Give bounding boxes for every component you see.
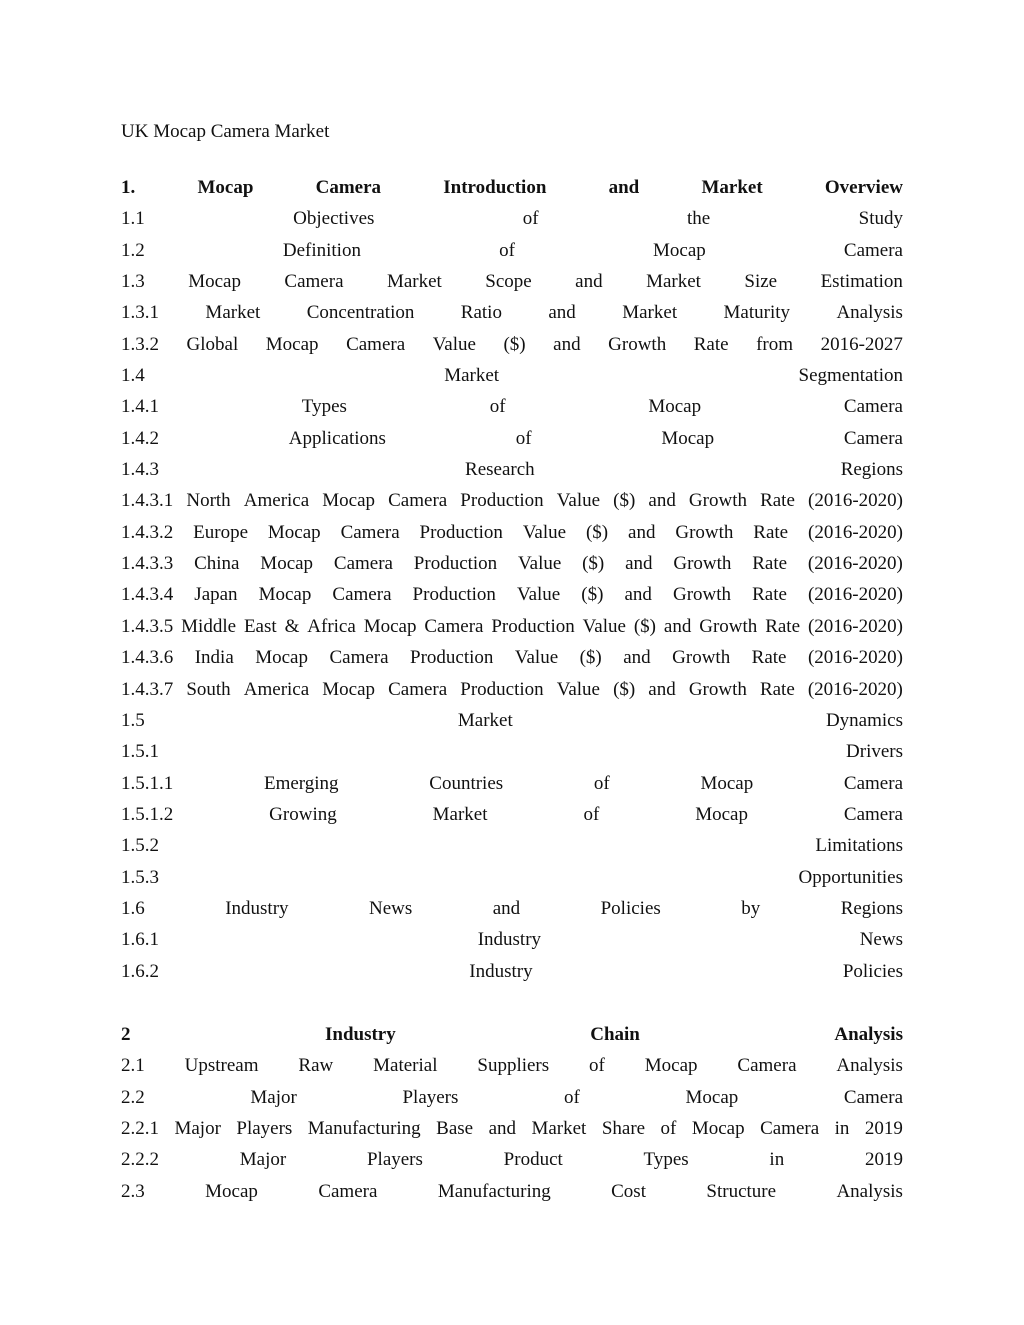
toc-word: and bbox=[488, 1117, 516, 1139]
toc-word: Camera bbox=[388, 490, 448, 512]
toc-word: Maturity bbox=[723, 302, 791, 324]
toc-word: Regions bbox=[840, 459, 903, 481]
toc-word: Mocap bbox=[205, 1180, 258, 1202]
toc-word: Objectives bbox=[293, 208, 375, 230]
toc-word: Suppliers bbox=[477, 1055, 550, 1077]
toc-word: East bbox=[243, 615, 277, 637]
toc-word: Policies bbox=[842, 960, 903, 982]
toc-number: 1.4.1 bbox=[121, 396, 159, 418]
toc-word: Upstream bbox=[184, 1055, 259, 1077]
toc-entry bbox=[121, 924, 903, 955]
toc-word: Estimation bbox=[820, 271, 903, 293]
toc-word: Camera bbox=[843, 772, 903, 794]
toc-heading bbox=[121, 172, 903, 203]
toc-word: Product bbox=[503, 1149, 563, 1171]
toc-word: Industry bbox=[324, 1023, 396, 1045]
toc-entry bbox=[121, 423, 903, 454]
toc-word: Material bbox=[373, 1055, 438, 1077]
toc-word: China bbox=[194, 553, 240, 575]
toc-word: and bbox=[608, 177, 640, 198]
toc-word: and bbox=[553, 333, 581, 355]
toc-word: Camera bbox=[318, 1180, 378, 1202]
toc-word: Players bbox=[236, 1117, 293, 1139]
toc-word: Mocap bbox=[267, 521, 321, 543]
toc-word: Rate bbox=[693, 333, 729, 355]
title-spacer bbox=[121, 147, 903, 172]
toc-word: ($) bbox=[613, 678, 636, 700]
toc-word: Value bbox=[432, 333, 476, 355]
toc-word: Overview bbox=[824, 177, 903, 198]
toc-number: 1.4.3.4 bbox=[121, 584, 174, 606]
toc-entry bbox=[121, 705, 903, 736]
toc-word: 2019 bbox=[864, 1117, 903, 1139]
toc-word: Mocap bbox=[258, 584, 312, 606]
toc-word: from bbox=[756, 333, 794, 355]
toc-entry bbox=[121, 1113, 903, 1144]
toc-word: Scope bbox=[485, 271, 532, 293]
toc-word: Camera bbox=[843, 396, 903, 418]
toc-entry bbox=[121, 799, 903, 830]
toc-word: of bbox=[515, 427, 532, 449]
toc-word: News bbox=[859, 929, 903, 951]
toc-entry bbox=[121, 485, 903, 516]
toc-word: Growth bbox=[688, 490, 747, 512]
toc-word: Mocap bbox=[700, 772, 754, 794]
toc-word: Share bbox=[601, 1117, 646, 1139]
toc-number: 2.3 bbox=[121, 1180, 145, 1202]
toc-word: Dynamics bbox=[825, 709, 903, 731]
toc-word: Value bbox=[582, 615, 626, 637]
toc-word: ($) bbox=[633, 615, 656, 637]
toc-word: Rate bbox=[760, 490, 795, 512]
toc-number: 1.3.2 bbox=[121, 333, 159, 355]
toc-number: 1.4.3.3 bbox=[121, 553, 174, 575]
toc-word: Rate bbox=[751, 647, 787, 669]
toc-word: Camera bbox=[332, 584, 392, 606]
toc-word: and bbox=[648, 678, 676, 700]
toc-word: Value bbox=[522, 521, 567, 543]
toc-word: Value bbox=[556, 490, 601, 512]
toc-word: America bbox=[243, 678, 310, 700]
toc-word: Market bbox=[701, 177, 763, 198]
toc-word: in bbox=[769, 1149, 785, 1171]
toc-entry bbox=[121, 360, 903, 391]
toc-word: Raw bbox=[298, 1055, 334, 1077]
toc-word: (2016-2020) bbox=[807, 553, 903, 575]
toc-word: Mocap bbox=[648, 396, 702, 418]
toc-word: and bbox=[492, 897, 521, 919]
toc-word: ($) bbox=[613, 490, 636, 512]
toc-word: Camera bbox=[329, 647, 389, 669]
document-title: UK Mocap Camera Market bbox=[121, 121, 330, 142]
toc-word: Mocap bbox=[322, 678, 376, 700]
toc-section bbox=[121, 1019, 903, 1207]
toc-word: (2016-2020) bbox=[807, 584, 903, 606]
toc-number: 1.4.2 bbox=[121, 427, 159, 449]
toc-word: Market bbox=[386, 271, 442, 293]
toc-word: Global bbox=[186, 333, 239, 355]
toc-entry bbox=[121, 768, 903, 799]
toc-number: 1.4.3.5 bbox=[121, 615, 174, 637]
toc-word: Mocap bbox=[644, 1055, 698, 1077]
toc-word: Camera bbox=[346, 333, 406, 355]
toc-entry bbox=[121, 830, 903, 861]
toc-entry bbox=[121, 736, 903, 767]
toc-word: Growth bbox=[673, 553, 732, 575]
toc-word: Camera bbox=[737, 1055, 797, 1077]
toc-word: Mocap bbox=[255, 647, 308, 669]
toc-word: ($) bbox=[579, 647, 602, 669]
toc-word: of bbox=[499, 239, 515, 261]
toc-word: Mocap bbox=[260, 553, 314, 575]
toc-word: Africa bbox=[307, 615, 356, 637]
toc-word: Production bbox=[491, 615, 575, 637]
toc-word: Introduction bbox=[443, 177, 547, 198]
toc-word: in bbox=[834, 1117, 850, 1139]
toc-word: Value bbox=[516, 584, 561, 606]
toc-word: Europe bbox=[193, 521, 249, 543]
toc-entry bbox=[121, 674, 903, 705]
toc-word: and bbox=[663, 615, 692, 637]
toc-number: 2.2.2 bbox=[121, 1149, 159, 1171]
toc-word: by bbox=[741, 897, 761, 919]
toc-word: Rate bbox=[753, 521, 789, 543]
toc-word: Manufacturing bbox=[307, 1117, 421, 1139]
toc-word: Policies bbox=[600, 897, 661, 919]
toc-word: and bbox=[575, 271, 603, 293]
toc-word: India bbox=[194, 647, 234, 669]
toc-number: 1.3.1 bbox=[121, 302, 159, 324]
toc-word: and bbox=[628, 521, 656, 543]
toc-word: Definition bbox=[282, 239, 361, 261]
toc-word: Camera bbox=[760, 1117, 820, 1139]
toc-word: Mocap bbox=[685, 1086, 739, 1108]
toc-word: Growth bbox=[672, 647, 731, 669]
toc-word: Production bbox=[410, 647, 494, 669]
toc-word: Players bbox=[402, 1086, 459, 1108]
toc-word: Value bbox=[518, 553, 562, 575]
toc-word: Analysis bbox=[836, 302, 903, 324]
toc-entry bbox=[121, 893, 903, 924]
toc-word: Production bbox=[413, 553, 498, 575]
toc-word: Market bbox=[646, 271, 701, 293]
toc-word: Countries bbox=[429, 772, 504, 794]
toc-entry bbox=[121, 203, 903, 234]
toc-heading bbox=[121, 1019, 903, 1050]
toc-word: Production bbox=[460, 678, 544, 700]
toc-section bbox=[121, 172, 903, 987]
toc-word: ($) bbox=[585, 521, 609, 543]
toc-word: Growth bbox=[675, 521, 734, 543]
toc-word: Industry bbox=[477, 929, 542, 951]
toc-word: Camera bbox=[340, 521, 400, 543]
toc-number: 1.4.3.1 bbox=[121, 490, 174, 512]
toc-number: 2 bbox=[121, 1023, 131, 1045]
toc-word: Growing bbox=[269, 803, 337, 825]
toc-word: Opportunities bbox=[798, 866, 903, 888]
toc-entry bbox=[121, 1144, 903, 1175]
toc-number: 1.4.3 bbox=[121, 459, 159, 481]
toc-word: Rate bbox=[759, 678, 795, 700]
toc-entry bbox=[121, 391, 903, 422]
toc-entry bbox=[121, 548, 903, 579]
toc-word: Base bbox=[436, 1117, 474, 1139]
toc-word: Production bbox=[419, 521, 503, 543]
toc-number: 1.6.2 bbox=[121, 960, 159, 982]
toc-entry bbox=[121, 266, 903, 297]
toc-word: Size bbox=[744, 271, 778, 293]
toc-number: 2.2 bbox=[121, 1086, 145, 1108]
toc-word: Research bbox=[465, 459, 535, 481]
toc-entry bbox=[121, 956, 903, 987]
toc-word: Industry bbox=[469, 960, 533, 982]
toc-word: Growth bbox=[672, 584, 732, 606]
toc-word: News bbox=[368, 897, 413, 919]
toc-word: Camera bbox=[843, 239, 903, 261]
toc-word: Rate bbox=[752, 584, 787, 606]
toc-word: Market bbox=[457, 709, 513, 731]
toc-number: 1.4.3.6 bbox=[121, 647, 174, 669]
toc-word: Major bbox=[250, 1086, 297, 1108]
toc-word: and bbox=[624, 584, 652, 606]
toc-number: 1.4 bbox=[121, 365, 145, 387]
toc-entry bbox=[121, 642, 903, 673]
toc-word: Major bbox=[239, 1149, 287, 1171]
toc-word: ($) bbox=[582, 553, 605, 575]
toc-word: Emerging bbox=[263, 772, 339, 794]
toc-word: (2016-2020) bbox=[808, 490, 903, 512]
toc-word: Mocap bbox=[653, 239, 706, 261]
toc-entry bbox=[121, 1050, 903, 1081]
toc-word: Regions bbox=[840, 897, 903, 919]
toc-entry bbox=[121, 297, 903, 328]
toc-word: of bbox=[522, 208, 539, 230]
toc-entry bbox=[121, 862, 903, 893]
toc-word: Industry bbox=[225, 897, 289, 919]
toc-word: Structure bbox=[706, 1180, 777, 1202]
section-spacer bbox=[121, 987, 903, 1019]
toc-word: (2016-2020) bbox=[807, 678, 903, 700]
toc-number: 1.4.3.7 bbox=[121, 678, 174, 700]
toc-word: Analysis bbox=[836, 1055, 903, 1077]
toc-word: (2016-2020) bbox=[807, 647, 903, 669]
toc-word: Analysis bbox=[834, 1023, 903, 1045]
toc-word: (2016-2020) bbox=[807, 615, 903, 637]
toc-number: 1.6 bbox=[121, 897, 145, 919]
toc-entry bbox=[121, 454, 903, 485]
toc-entry bbox=[121, 517, 903, 548]
toc-word: Mocap bbox=[188, 271, 241, 293]
toc-word: Mocap bbox=[322, 490, 376, 512]
toc-word: Players bbox=[366, 1149, 423, 1171]
toc-word: Camera bbox=[284, 271, 344, 293]
toc-word: ($) bbox=[503, 333, 526, 355]
toc-word: of bbox=[660, 1117, 677, 1139]
toc-word: Mocap bbox=[197, 177, 254, 198]
toc-word: of bbox=[589, 1055, 605, 1077]
toc-word: Applications bbox=[288, 427, 386, 449]
toc-word: of bbox=[583, 803, 600, 825]
toc-entry bbox=[121, 329, 903, 360]
toc-word: America bbox=[243, 490, 310, 512]
toc-word: Middle bbox=[181, 615, 237, 637]
toc-word: Rate bbox=[752, 553, 788, 575]
toc-word: Growth bbox=[608, 333, 667, 355]
toc-entry bbox=[121, 611, 903, 642]
toc-word: Growth bbox=[699, 615, 758, 637]
toc-word: Production bbox=[460, 490, 544, 512]
toc-word: Market bbox=[622, 302, 678, 324]
toc-word: Cost bbox=[611, 1180, 646, 1202]
toc-word: Camera bbox=[843, 803, 903, 825]
toc-word: Japan bbox=[194, 584, 238, 606]
toc-word: Market bbox=[205, 302, 261, 324]
toc-number: 1.5.1 bbox=[121, 741, 159, 763]
toc-number: 1.2 bbox=[121, 239, 145, 261]
toc-word: and bbox=[623, 647, 651, 669]
toc-word: Mocap bbox=[691, 1117, 745, 1139]
toc-word: Types bbox=[301, 396, 347, 418]
toc-word: Manufacturing bbox=[437, 1180, 551, 1202]
toc-word: Rate bbox=[765, 615, 801, 637]
toc-entry bbox=[121, 1176, 903, 1207]
toc-word: Mocap bbox=[661, 427, 715, 449]
toc-word: and bbox=[648, 490, 676, 512]
toc-number: 1.6.1 bbox=[121, 929, 159, 951]
toc-number: 1.1 bbox=[121, 208, 145, 230]
toc-word: Limitations bbox=[815, 835, 903, 857]
toc-word: Camera bbox=[843, 427, 903, 449]
toc-word: & bbox=[284, 615, 300, 637]
toc-word: of bbox=[593, 772, 610, 794]
toc-entry bbox=[121, 579, 903, 610]
toc-word: North bbox=[186, 490, 231, 512]
toc-word: Mocap bbox=[363, 615, 417, 637]
toc-word: Camera bbox=[388, 678, 448, 700]
toc-word: Study bbox=[858, 208, 903, 230]
toc-word: South bbox=[186, 678, 231, 700]
toc-word: Ratio bbox=[460, 302, 502, 324]
toc-word: and bbox=[548, 302, 576, 324]
toc-word: Growth bbox=[688, 678, 747, 700]
toc-word: Chain bbox=[590, 1023, 640, 1045]
toc-number: 2.1 bbox=[121, 1055, 145, 1077]
toc-word: Concentration bbox=[306, 302, 415, 324]
toc-word: (2016-2020) bbox=[808, 521, 903, 543]
toc-word: Camera bbox=[843, 1086, 903, 1108]
toc-word: Types bbox=[643, 1149, 689, 1171]
toc-word: Camera bbox=[315, 177, 382, 198]
toc-word: Segmentation bbox=[798, 365, 903, 387]
toc-number: 1. bbox=[121, 177, 136, 198]
toc-number: 1.5.2 bbox=[121, 835, 159, 857]
toc-word: and bbox=[625, 553, 653, 575]
toc-word: Value bbox=[514, 647, 559, 669]
toc-word: Camera bbox=[333, 553, 393, 575]
toc-word: Mocap bbox=[265, 333, 319, 355]
toc-word: Market bbox=[531, 1117, 587, 1139]
toc-word: Market bbox=[444, 365, 500, 387]
toc-word: 2019 bbox=[864, 1149, 903, 1171]
toc-number: 1.5 bbox=[121, 709, 145, 731]
toc-word: of bbox=[564, 1086, 580, 1108]
toc-number: 1.5.1.2 bbox=[121, 803, 174, 825]
toc-word: ($) bbox=[581, 584, 604, 606]
toc-word: Production bbox=[412, 584, 496, 606]
toc-word: of bbox=[489, 396, 506, 418]
toc-word: Market bbox=[432, 803, 488, 825]
toc-number: 1.3 bbox=[121, 271, 145, 293]
toc-word: Drivers bbox=[846, 741, 903, 763]
toc-number: 1.4.3.2 bbox=[121, 521, 174, 543]
toc-word: Camera bbox=[424, 615, 484, 637]
toc-number: 2.2.1 bbox=[121, 1117, 159, 1139]
toc-number: 1.5.3 bbox=[121, 866, 159, 888]
toc-number: 1.5.1.1 bbox=[121, 772, 174, 794]
toc-word: Mocap bbox=[695, 803, 748, 825]
toc-word: Analysis bbox=[836, 1180, 903, 1202]
toc-word: 2016-2027 bbox=[820, 333, 903, 355]
toc-entry bbox=[121, 1082, 903, 1113]
toc-word: the bbox=[687, 208, 711, 230]
toc-word: Major bbox=[174, 1117, 221, 1139]
toc-word: Value bbox=[556, 678, 600, 700]
toc-entry bbox=[121, 235, 903, 266]
document-page bbox=[121, 116, 903, 1207]
table-of-contents bbox=[121, 172, 903, 1207]
